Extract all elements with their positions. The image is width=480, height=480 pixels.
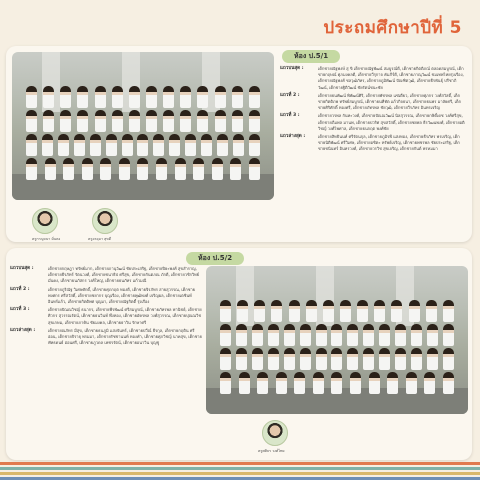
row-names: เด็กชายสิทธินนท์ ศรีรัตนกุล, เด็กชายภูมิรพี แสงทอง, เด็กชายธีรภัทร พรเจริญ, เด็กชายนิติพัฒน์ ศรีวิเศษ, เด็กชายอชิตะ ทรัพย์เจริญ, เด็กชายพชรพล ชัยประเสริฐ, เด็กชายชนินทร์ อินทรวงศ์, เด็กชายวรวิช สุขเจริญ, เด็กชายกันต์ พรหมมา — [318, 134, 460, 152]
student-figure — [369, 372, 380, 394]
student-figure — [443, 324, 454, 346]
row-names: เด็กชายธนพัฒน์ พิพัฒน์ศิริ, เด็กชายพัชรพล แซ่เตียว, เด็กชายศุภกร วงศ์สวัสดิ์, เด็กชายกิตติภพ ทรัพย์สมบูรณ์, เด็กชายนทีทัต แก้วกิจธนา, เด็กชายธนพร มาลัยศรี, เด็กชายศิริศักดิ์ ทองศรี, เด็กชายภัทรพล ชัยวุฒิ, เด็กชายวีรภัทร อินทรเจริญ — [318, 92, 462, 111]
student-figure — [395, 348, 406, 370]
student-figure — [112, 110, 123, 132]
room-label: ห้อง ป.5/2 — [186, 252, 244, 265]
student-figure — [379, 348, 390, 370]
student-figure — [237, 300, 248, 322]
student-figure — [233, 134, 244, 156]
student-figure — [427, 324, 438, 346]
student-figure — [357, 300, 368, 322]
class-photo — [206, 266, 468, 414]
student-figure — [212, 158, 223, 180]
student-figure — [316, 324, 327, 346]
student-figure — [395, 324, 406, 346]
room-label: ห้อง ป.5/1 — [282, 50, 340, 63]
photo-student-row — [220, 372, 454, 394]
student-figure — [426, 300, 437, 322]
student-figure — [249, 110, 260, 132]
student-name-list — [280, 66, 466, 155]
student-figure — [215, 110, 226, 132]
student-figure — [239, 372, 250, 394]
teacher-caption: ครูศศิธร วงศ์ไทย — [258, 449, 285, 453]
student-figure — [169, 134, 180, 156]
student-figure — [409, 300, 420, 322]
row-names: เด็กชายวรพล กันทะวงศ์, เด็กชายปัณณวัฒน์ นิลสุวรรณ, เด็กชายกษิดิ์เดช วงศ์ศรีสุข, เด็กชายภีมพล มานพ, เด็กชายปวริศ สุขสวัสดิ์, เด็กชายชยพล ธีรวัฒนพงศ์, เด็กชายอติวิชญ์ วงศ์ไพศาล, เด็กชายธนกฤต พงศ์ชัย — [318, 113, 465, 131]
student-figure — [249, 86, 260, 108]
student-figure — [300, 324, 311, 346]
student-figure — [180, 86, 191, 108]
student-figure — [313, 372, 324, 394]
photo-student-row — [26, 158, 260, 180]
student-figure — [146, 110, 157, 132]
student-figure — [306, 300, 317, 322]
row-names: เด็กชายภูริณัฐ วิเศษศักดิ์, เด็กชายศุภกฤต ทองดี, เด็กชายจิรภัทร สายสุวรรณ, เด็กชายพงศกร ศรีสวัสดิ์, เด็กชายชยากร บุญเรือง, เด็กชายพุฒิพงศ์ เจริญผล, เด็กชายเตชินท์ อินทร์แก้ว, เด็กชายกิตติพศ บุญมา, เด็กชายณัฐกิตติ์ รุ่งเรือง — [48, 286, 196, 305]
student-figure — [82, 158, 93, 180]
teacher-caption: ครูกาญจนา มั่นคง — [32, 237, 61, 241]
student-figure — [220, 372, 231, 394]
student-figure — [220, 300, 231, 322]
student-figure — [374, 300, 385, 322]
student-figure — [340, 300, 351, 322]
student-figure — [232, 110, 243, 132]
student-figure — [411, 324, 422, 346]
student-figure — [300, 348, 311, 370]
student-figure — [215, 86, 226, 108]
student-figure — [217, 134, 228, 156]
student-figure — [100, 158, 111, 180]
student-figure — [185, 134, 196, 156]
student-figure — [156, 158, 167, 180]
student-figure — [163, 110, 174, 132]
name-row-2 — [280, 93, 466, 112]
student-figure — [236, 348, 247, 370]
student-figure — [58, 134, 69, 156]
student-figure — [252, 348, 263, 370]
student-figure — [220, 348, 231, 370]
student-figure — [249, 158, 260, 180]
student-figure — [77, 86, 88, 108]
student-figure — [268, 324, 279, 346]
student-figure — [232, 86, 243, 108]
student-figure — [180, 110, 191, 132]
student-figure — [406, 372, 417, 394]
student-figure — [95, 86, 106, 108]
name-row-top — [280, 66, 466, 91]
student-figure — [26, 86, 37, 108]
teacher-portrait — [32, 208, 58, 234]
teacher-portrait — [262, 420, 288, 446]
student-figure — [112, 86, 123, 108]
decorative-stripes — [0, 460, 480, 480]
photo-student-row — [220, 348, 454, 370]
student-figure — [443, 348, 454, 370]
student-figure — [175, 158, 186, 180]
student-figure — [387, 372, 398, 394]
student-figure — [26, 134, 37, 156]
name-row-2 — [10, 287, 202, 306]
student-figure — [289, 300, 300, 322]
photo-student-row — [26, 134, 260, 156]
stripe — [0, 462, 480, 465]
student-figure — [254, 300, 265, 322]
student-figure — [60, 110, 71, 132]
student-figure — [323, 300, 334, 322]
student-figure — [137, 158, 148, 180]
student-figure — [427, 348, 438, 370]
student-figure — [197, 110, 208, 132]
student-figure — [26, 158, 37, 180]
student-figure — [294, 372, 305, 394]
photo-student-row — [220, 300, 454, 322]
row-label: แถวบนสุด : — [10, 266, 34, 271]
student-figure — [316, 348, 327, 370]
row-names: เด็กชายปัณณวิชญ์ ธนากร, เด็กชายพีรพัฒน์ ศรีสมบูรณ์, เด็กชายภัทรพล พานิชย์, เด็กชายศิวกร สุวรรณรัตน์, เด็กชายธนวินท์ พึ่งทอง, เด็กชายอัครพล วงศ์สุวรรณ, เด็กชายปุณณวิช สุขเกษม, เด็กชายภาคิน ชัยมงคล, เด็กชายธาวิน รักษาศรี — [48, 307, 202, 325]
row-label: แถวที่ 2 : — [280, 92, 300, 98]
student-figure — [252, 324, 263, 346]
student-figure — [350, 372, 361, 394]
teacher-portrait — [92, 208, 118, 234]
student-figure — [95, 110, 106, 132]
student-figure — [137, 134, 148, 156]
teacher-caption: ครูอรอุมา สุขดี — [88, 237, 112, 241]
student-figure — [119, 158, 130, 180]
student-figure — [443, 372, 454, 394]
student-figure — [443, 300, 454, 322]
student-figure — [391, 300, 402, 322]
stripe — [0, 467, 480, 470]
student-figure — [230, 158, 241, 180]
student-figure — [236, 324, 247, 346]
student-figure — [43, 110, 54, 132]
name-row-bottom — [10, 328, 202, 347]
student-figure — [257, 372, 268, 394]
name-row-3 — [10, 307, 202, 326]
student-figure — [63, 158, 74, 180]
student-figure — [276, 372, 287, 394]
student-figure — [74, 134, 85, 156]
student-figure — [45, 158, 56, 180]
class-photo — [12, 52, 274, 200]
row-label: แถวที่ 2 : — [10, 286, 30, 292]
student-figure — [197, 86, 208, 108]
student-figure — [363, 324, 374, 346]
student-figure — [411, 348, 422, 370]
student-figure — [42, 134, 53, 156]
student-name-list — [10, 266, 202, 348]
class-section-5-1 — [6, 46, 472, 242]
student-figure — [122, 134, 133, 156]
class-section-5-2 — [6, 248, 472, 460]
student-figure — [77, 110, 88, 132]
student-figure — [284, 348, 295, 370]
name-row-3 — [280, 113, 466, 132]
row-label: แถวที่ 3 : — [10, 307, 30, 313]
name-row-bottom — [280, 134, 466, 153]
student-figure — [347, 348, 358, 370]
student-figure — [284, 324, 295, 346]
student-figure — [193, 158, 204, 180]
student-figure — [424, 372, 435, 394]
student-figure — [163, 86, 174, 108]
photo-student-row — [26, 110, 260, 132]
student-figure — [153, 134, 164, 156]
row-names: เด็กชายณัฐพงษ์ สุ ขิ เด็กชายณัฐพัฒน์ สมบูรณ์ดี, เด็กชายกิตติภณ์ ตลอดสมบูรณ์, เด็กชายกฤษณ์ ศุภมงคลดี, เด็กชายวีรุกาจ คัมภีร์ดี, เด็กชายภาณุวัฒน์ ชมเทพไทยรุ่งเรือง, เด็กชายณัฐพงศ์ ชลวุฒิภัทร, เด็กชายภูมิพัฒน์ ปัณฑิตวุฒิ, เด็กชายธีรพันธุ์ ปรีชาภิวัฒน์, เด็กชายฐิติวัฒน์ ชัยรัตน์ชนะชัย — [318, 66, 464, 90]
student-figure — [271, 300, 282, 322]
page-title: ประถมศึกษาปีที่ 5 — [323, 18, 462, 38]
photo-student-row — [220, 324, 454, 346]
student-figure — [268, 348, 279, 370]
row-label: แถวบนสุด : — [280, 66, 304, 71]
name-row-top — [10, 266, 202, 285]
row-names: เด็กชายณภัทร มีสุข, เด็กชายธนภูมิ แสงจันทร์, เด็กชายปวีณ์ ธีรกุล, เด็กชายกฤติน ศรีอ่อน, เด็กชายจิรายุ พรมมา, เด็กชายรัชชานนท์ ทองคำ, เด็กชายศุภวิชญ์ นาคสุข, เด็กชายพัทธดนย์ อ่อนศรี, เด็กชายภูวดล เพชรรัตน์, เด็กชายอนาวิน บุญชู — [48, 327, 202, 346]
photo-student-row — [26, 86, 260, 108]
stripe — [0, 472, 480, 475]
student-figure — [90, 134, 101, 156]
student-figure — [106, 134, 117, 156]
student-figure — [129, 110, 140, 132]
student-figure — [129, 86, 140, 108]
student-figure — [331, 372, 342, 394]
row-label: แถวล่างสุด : — [280, 134, 306, 140]
student-figure — [363, 348, 374, 370]
row-names: เด็กชายกฤษฎา ทรัพย์มาก, เด็กชายภานุวัฒน์ ชัยประเสริฐ, เด็กชายปิยะพงศ์ สุขสำราญ, เด็กชายธีรภัทร์ รัตนวงศ์, เด็กชายชนาธิป ศรีสุข, เด็กชายกันตภณ ภักดี, เด็กชายวชิรวิทย์ มั่นคง, เด็กชายนภัสกร วงศ์ใหญ่, เด็กชายธนภัทร แก้วมณี — [48, 266, 200, 284]
student-figure — [331, 348, 342, 370]
student-figure — [43, 86, 54, 108]
student-figure — [347, 324, 358, 346]
student-figure — [331, 324, 342, 346]
student-figure — [379, 324, 390, 346]
row-label: แถวล่างสุด : — [10, 327, 36, 333]
student-figure — [60, 86, 71, 108]
student-figure — [26, 110, 37, 132]
student-figure — [249, 134, 260, 156]
student-figure — [201, 134, 212, 156]
row-label: แถวที่ 3 : — [280, 113, 300, 119]
student-figure — [146, 86, 157, 108]
student-figure — [220, 324, 231, 346]
